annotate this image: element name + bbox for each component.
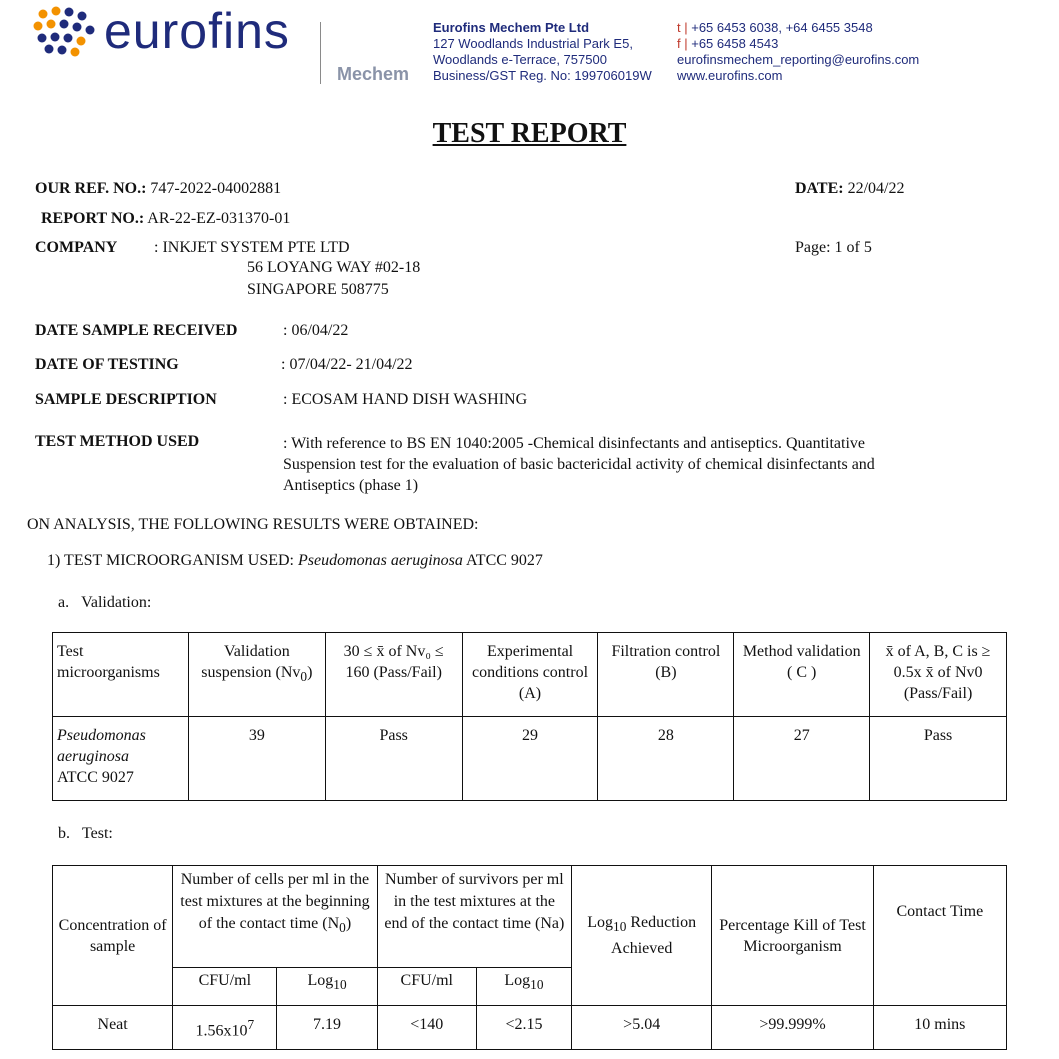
- method-line1: : With reference to BS EN 1040:2005 -Chemical disinfectants and antiseptics. Quantitative: [283, 435, 866, 452]
- company-address-block: [433, 20, 652, 84]
- received-label: DATE SAMPLE RECEIVED: [35, 322, 238, 339]
- date-label: DATE:: [795, 180, 844, 197]
- tel-number: +65 6453 6038, +64 6455 3548: [691, 20, 873, 35]
- report-no: [41, 210, 290, 228]
- val-organism-strain: ATCC 9027: [57, 769, 134, 786]
- test-n0-log: 7.19: [277, 1006, 377, 1050]
- val-nv0: 39: [188, 717, 325, 801]
- micro-prefix: 1) TEST MICROORGANISM USED:: [47, 552, 294, 569]
- val-header-suspension: Validation suspension $(Nv_0)$: [188, 633, 325, 717]
- test-log-reduction: >5.04: [572, 1006, 712, 1050]
- lab-address-line2: Woodlands e-Terrace, 757500: [433, 52, 607, 67]
- test-header-concentration: Concentration of sample: [53, 866, 173, 1006]
- val-b: 28: [598, 717, 734, 801]
- val-c: 27: [734, 717, 870, 801]
- website-link[interactable]: www.eurofins.com: [677, 68, 783, 83]
- company-address-line2: SINGAPORE 508775: [247, 281, 389, 298]
- test-n0-cfu: $1.56x10^7$: [173, 1006, 277, 1050]
- received-value: : 06/04/22: [283, 322, 349, 339]
- email-link[interactable]: eurofinsmechem_reporting@eurofins.com: [677, 52, 920, 67]
- val-header-method: Method validation ( C ): [734, 633, 870, 717]
- test-sub-na-log: Log$_{10}$: [476, 968, 571, 1006]
- validation-data-row: [53, 717, 1007, 801]
- eurofins-logo-icon: [33, 6, 95, 58]
- method-label: TEST METHOD USED: [35, 433, 200, 450]
- contact-block: t | +65 6453 6038, +64 6455 3548 f | +65 6458 4543 eurofinsmechem_reporting@eurofins.com www.eurofins.com: [677, 20, 920, 83]
- test-sub-n0-log: Log$_{10}$: [277, 968, 377, 1006]
- test-header-log-reduction: Log$_{10}$ Reduction Achieved: [572, 866, 712, 1006]
- val-final-result: Pass: [870, 717, 1007, 801]
- val-header-exp-control: Experimental conditions control (A): [462, 633, 598, 717]
- method-line2: Suspension test for the evaluation of basic bactericidal activity of chemical disinfectants and: [283, 456, 875, 473]
- lab-registration: Business/GST Reg. No: 199706019W: [433, 68, 652, 83]
- sample-label: SAMPLE DESCRIPTION: [35, 391, 217, 408]
- val-organism-name: Pseudomonas aeruginosa: [57, 727, 146, 765]
- test-header-n0: Number of cells per ml in the test mixtures at the beginning of the contact time $(N_0)$: [173, 866, 377, 968]
- micro-name: Pseudomonas aeruginosa: [298, 552, 463, 569]
- test-percentage-kill: >99.999%: [712, 1006, 873, 1050]
- fax-number: +65 6458 4543: [691, 36, 779, 51]
- test-header-contact-time: Contact Time: [873, 866, 1006, 1006]
- our-ref-label: OUR REF. NO.:: [35, 180, 147, 197]
- test-header-percentage-kill: Percentage Kill of Test Microorganism: [712, 866, 873, 1006]
- test-na-log: <2.15: [476, 1006, 571, 1050]
- val-header-filtration: Filtration control (B): [598, 633, 734, 717]
- page-number: Page: 1 of 5: [795, 239, 872, 256]
- val-header-result: x̄ of A, B, C is ≥ 0.5x x̄ of Nv0 (Pass/Fail): [870, 633, 1007, 717]
- report-no-value: AR-22-EZ-031370-01: [147, 210, 291, 227]
- company-label: COMPANY: [35, 239, 118, 256]
- method-line3: Antiseptics (phase 1): [283, 477, 419, 494]
- test-data-row: [53, 1006, 1007, 1050]
- test-sub-na-cfu: CFU/ml: [377, 968, 476, 1006]
- micro-strain: ATCC 9027: [466, 552, 543, 569]
- microorganism-line: [47, 552, 543, 570]
- method-value: [283, 433, 875, 496]
- test-na-cfu: <140: [377, 1006, 476, 1050]
- test-header-row: [53, 866, 1007, 968]
- val-range-result: Pass: [325, 717, 462, 801]
- val-header-organism: Test microorganisms: [53, 633, 189, 717]
- our-ref: [35, 180, 281, 198]
- analysis-intro: ON ANALYSIS, THE FOLLOWING RESULTS WERE OBTAINED:: [27, 516, 479, 533]
- validation-header-row: [53, 633, 1007, 717]
- val-a: 29: [462, 717, 598, 801]
- date-value: 22/04/22: [847, 180, 905, 197]
- company-value: : INKJET SYSTEM PTE LTD: [154, 239, 350, 256]
- tel-prefix: t: [677, 20, 681, 35]
- test-label: b. Test:: [58, 825, 113, 842]
- report-no-label: REPORT NO.:: [41, 210, 145, 227]
- fax-prefix: f: [677, 36, 681, 51]
- our-ref-value: 747-2022-04002881: [150, 180, 282, 197]
- sample-value: : ECOSAM HAND DISH WASHING: [283, 391, 528, 408]
- testing-label: DATE OF TESTING: [35, 356, 179, 373]
- lab-address-line1: 127 Woodlands Industrial Park E5,: [433, 36, 633, 51]
- test-contact-time: 10 mins: [873, 1006, 1006, 1050]
- report-title: TEST REPORT: [432, 118, 627, 149]
- report-date: [795, 180, 904, 198]
- brand-name: eurofins: [104, 3, 290, 59]
- test-table: [52, 865, 1007, 1050]
- lab-company-name: Eurofins Mechem Pte Ltd: [433, 20, 590, 35]
- val-header-range: 30 ≤ x̄ of Nv₀ ≤ 160 (Pass/Fail): [325, 633, 462, 717]
- header-divider: [320, 22, 321, 84]
- validation-table: [52, 632, 1007, 801]
- test-sub-n0-cfu: CFU/ml: [173, 968, 277, 1006]
- testing-value: : 07/04/22- 21/04/22: [281, 356, 413, 373]
- val-organism: [53, 717, 189, 801]
- division-name: Mechem: [337, 64, 410, 84]
- validation-label: a. Validation:: [58, 594, 152, 611]
- test-concentration: Neat: [53, 1006, 173, 1050]
- test-header-na: Number of survivors per ml in the test mixtures at the end of the contact time (Na): [377, 866, 571, 968]
- company-address-line1: 56 LOYANG WAY #02-18: [247, 259, 421, 276]
